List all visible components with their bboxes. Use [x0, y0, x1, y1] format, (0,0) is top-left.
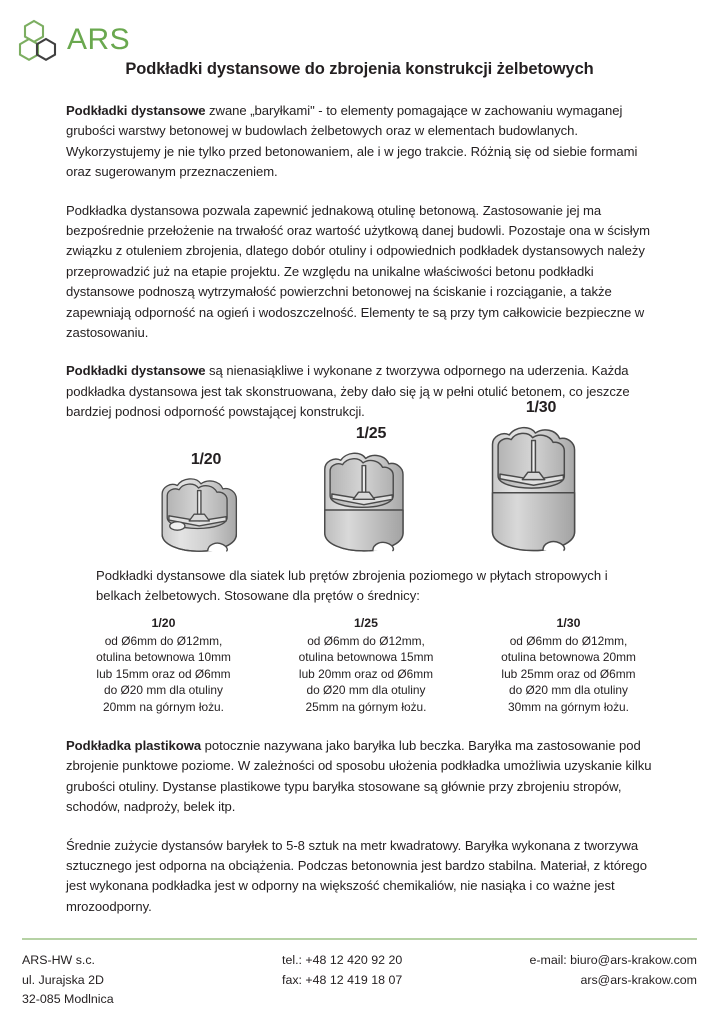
- footer-fax: fax: +48 12 419 18 07: [282, 972, 403, 987]
- footer-email-primary[interactable]: e-mail: biuro@ars-krakow.com: [529, 953, 697, 967]
- product-figure-label: 1/25: [355, 425, 387, 442]
- paragraph-consumption: Średnie zużycie dystansów baryłek to 5-8 sztuk na metr kwadratowy. Baryłka wykonana z tworzywa sztucznego jest odporna na obciążenia. Podczas betonownia jest bardzo stabilna. Materiał, z którego jest wykonana podkładka jest w odporny na większość chemikaliów, nie nasiąka i co ważne jest mrozoodporny.: [66, 837, 647, 914]
- spacer-barrel-icon: [155, 472, 257, 558]
- footer: [22, 951, 697, 1013]
- spec-line: 30mm na górnym łożu.: [508, 699, 629, 714]
- spec-column-title: 1/20: [151, 616, 176, 630]
- spec-line: otulina betownowa 15mm: [298, 650, 434, 665]
- paragraph-plastic-spacer: [66, 736, 666, 818]
- paragraph-intro: [66, 101, 656, 183]
- spec-line: otulina betownowa 10mm: [96, 650, 231, 665]
- page-title: Podkładki dystansowe do zbrojenia konstrukcji żelbetowych: [125, 60, 594, 78]
- spacer-barrel-icon: [482, 420, 600, 558]
- paragraph-intro-lead: Podkładki dystansowe: [66, 103, 206, 118]
- paragraph-plastic-spacer-lead: Podkładka plastikowa: [66, 738, 202, 753]
- footer-telephone[interactable]: tel.: +48 12 420 92 20: [282, 953, 403, 967]
- footer-street: ul. Jurajska 2D: [22, 972, 104, 987]
- spec-line: od Ø6mm do Ø12mm,: [509, 633, 628, 648]
- spec-line: do Ø20 mm dla otuliny: [306, 683, 426, 698]
- footer-divider: [22, 938, 697, 940]
- brand-header: [18, 14, 218, 66]
- product-figure-1-20: [151, 451, 261, 558]
- spec-line: otulina betownowa 20mm: [501, 650, 636, 665]
- body-lower: [66, 736, 666, 935]
- spec-column-1-30: [471, 615, 666, 716]
- footer-email-secondary[interactable]: ars@ars-krakow.com: [580, 972, 697, 987]
- brand-name: ARS: [67, 23, 131, 56]
- footer-company-name: ARS-HW s.c.: [22, 953, 95, 967]
- paragraph-intro-body: zwane „baryłkami" - to elementy pomagające w zachowaniu wymaganej grubości warstwy betonowej w budowlach żelbetowych oraz w elementach budowlanych. Wykorzystujemy je nie tylko przed betonowaniem, ale i w jego trakcie. Różnią się od siebie formami oraz sugerowanym przeznaczeniem.: [66, 103, 638, 180]
- product-figure-label: 1/20: [190, 451, 222, 468]
- product-figures: [66, 398, 656, 558]
- spec-column-title: 1/25: [354, 616, 378, 630]
- spec-line: do Ø20 mm dla otuliny: [509, 683, 628, 698]
- product-figure-1-30: [476, 399, 606, 558]
- spacer-barrel-icon: [316, 446, 426, 558]
- hexagon-cluster-icon: [18, 18, 62, 62]
- spec-column-1-25: [269, 615, 464, 716]
- spec-line: od Ø6mm do Ø12mm,: [307, 633, 425, 648]
- spec-line: od Ø6mm do Ø12mm,: [104, 633, 223, 648]
- spec-line: lub 15mm oraz od Ø6mm: [96, 666, 231, 681]
- spec-column-1-20: [66, 615, 261, 716]
- product-figure-1-25: [311, 425, 431, 558]
- spec-table: [66, 615, 666, 716]
- footer-company-address: [22, 951, 262, 1010]
- spec-line: 25mm na górnym łożu.: [305, 699, 427, 714]
- spec-line: lub 25mm oraz od Ø6mm: [501, 666, 636, 681]
- spec-line: do Ø20 mm dla otuliny: [104, 683, 223, 698]
- product-figure-label: 1/30: [525, 399, 557, 416]
- spec-intro-text: Podkładki dystansowe dla siatek lub prętów zbrojenia poziomego w płytach stropowych i belkach żelbetowych. Stosowane dla prętów o średnicy:: [96, 568, 608, 604]
- footer-city: 32-085 Modlnica: [22, 992, 114, 1006]
- body-upper: [66, 101, 656, 423]
- paragraph-coverage: Podkładka dystansowa pozwala zapewnić jednakową otulinę betonową. Zastosowanie jej ma bezpośrednie przełożenie na trwałość oraz wartość użytkową danej budowli. Pozostaje ona w ścisłym związku z otuleniem zbrojenia, dlatego dobór otuliny i odpowiednich podkładek dystansowych należy przeprowadzić już na etapie projektu. Ze względu na unikalne właściwości betonu podkładki dystansowe podnoszą wytrzymałość powierzchni betonowej na ściskanie i rozciąganie, a także zapewniają odporność na ogień i wodoszczelność. Elementy te są przy tym całkowicie bezpieczne w zastosowaniu.: [66, 202, 650, 341]
- spec-line: lub 20mm oraz od Ø6mm: [298, 666, 434, 681]
- footer-email-block: [500, 951, 697, 990]
- spec-column-title: 1/30: [556, 616, 581, 630]
- paragraph-durability-body: są nienasiąkliwe i wykonane z tworzywa odpornego na uderzenia. Każda podkładka dystansowa jest tak skonstruowana, żeby dało się ją w pełni otulić betonem, co jeszcze bardziej podnosi odporność powstającej konstrukcji.: [66, 363, 630, 420]
- spec-line: 20mm na górnym łożu.: [103, 699, 224, 714]
- paragraph-plastic-spacer-body: potocznie nazywana jako baryłka lub beczka. Baryłka ma zastosowanie pod zbrojenie punktowe poziome. W zależności od sposobu ułożenia podkładka umożliwia uzyskanie kilku grubości otuliny. Dystanse plastikowe typu baryłka stosowane są głównie przy zbrojeniu stropów, schodów, nadproży, belek itp.: [66, 738, 652, 815]
- paragraph-durability-lead: Podkładki dystansowe: [66, 363, 206, 379]
- footer-phone-block: [282, 951, 502, 990]
